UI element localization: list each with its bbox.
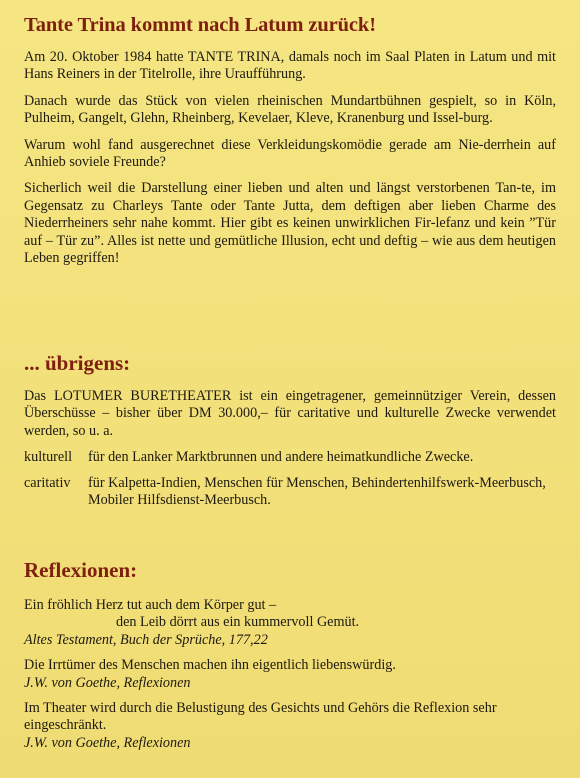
section-heading: Tante Trina kommt nach Latum zurück!	[24, 14, 376, 36]
quote-text: den Leib dörrt aus ein kummervoll Gemüt.	[116, 614, 360, 631]
section-heading: ... übrigens:	[24, 351, 131, 375]
paragraph: Das LOTUMER BURETHEATER ist ein eingetragener, gemeinnütziger Verein, dessen Überschüsse – bisher über DM 30.000,– für caritative und kulturelle Zwecke verwendet werden, so u. a.	[24, 388, 556, 439]
quote-source: J.W. von Goethe, Reflexionen	[24, 674, 191, 691]
quote	[24, 597, 556, 649]
list-term: caritativ	[24, 474, 71, 491]
section-reflexionen	[24, 558, 556, 760]
list-item	[24, 475, 556, 510]
list-description: für den Lanker Marktbrunnen und andere heimatkundliche Zwecke.	[88, 449, 474, 466]
quote-text: Ein fröhlich Herz tut auch dem Körper gut –	[24, 597, 277, 613]
section-tante-trina	[24, 14, 556, 344]
paragraph: Danach wurde das Stück von vielen rheinischen Mundartbühnen gespielt, so in Köln, Pulheim, Gangelt, Glehn, Rheinberg, Kevelaer, Kleve, Kranenburg und Issel-burg.	[24, 92, 556, 127]
list-description: für Kalpetta-Indien, Menschen für Menschen, Behindertenhilfswerk-Meerbusch, Mobiler Hilfsdienst-Meerbusch.	[88, 474, 546, 509]
list-term: kulturell	[24, 449, 73, 466]
quote-source: J.W. von Goethe, Reflexionen	[24, 734, 191, 751]
paragraph: Warum wohl fand ausgerechnet diese Verkleidungskomödie gerade am Nie-derrhein auf Anhieb soviele Freunde?	[24, 136, 556, 171]
quote	[24, 700, 556, 752]
quote-source: Altes Testament, Buch der Sprüche, 177,22	[24, 631, 268, 648]
paragraph: Sicherlich weil die Darstellung einer lieben und alten und längst verstorbenen Tan-te, im Gegensatz zu Charleys Tante oder Tante Jutta, dem deftigen aber lieben Charme des Niederrheiners sehr nahe kommt. Hier gibt es keinen unwirklichen Fir-lefanz und kein ”Tür auf – Tür zu”. Alles ist nette und gemütliche Illusion, echt und deftig – wie aus dem heutigen Leben gegriffen!	[24, 180, 556, 267]
quote-text: Im Theater wird durch die Belustigung des Gesichts und Gehörs die Reflexion sehr eingeschränkt.	[24, 700, 497, 734]
paragraph: Am 20. Oktober 1984 hatte TANTE TRINA, damals noch im Saal Platen in Latum und mit Hans Reiners in der Titelrolle, ihre Uraufführung.	[24, 49, 556, 83]
section-uebrigens	[24, 351, 556, 536]
section-heading: Reflexionen:	[24, 558, 138, 582]
quote	[24, 657, 556, 692]
quote-text: Die Irrtümer des Menschen machen ihn eigentlich liebenswürdig.	[24, 657, 396, 674]
list-item	[24, 449, 556, 466]
